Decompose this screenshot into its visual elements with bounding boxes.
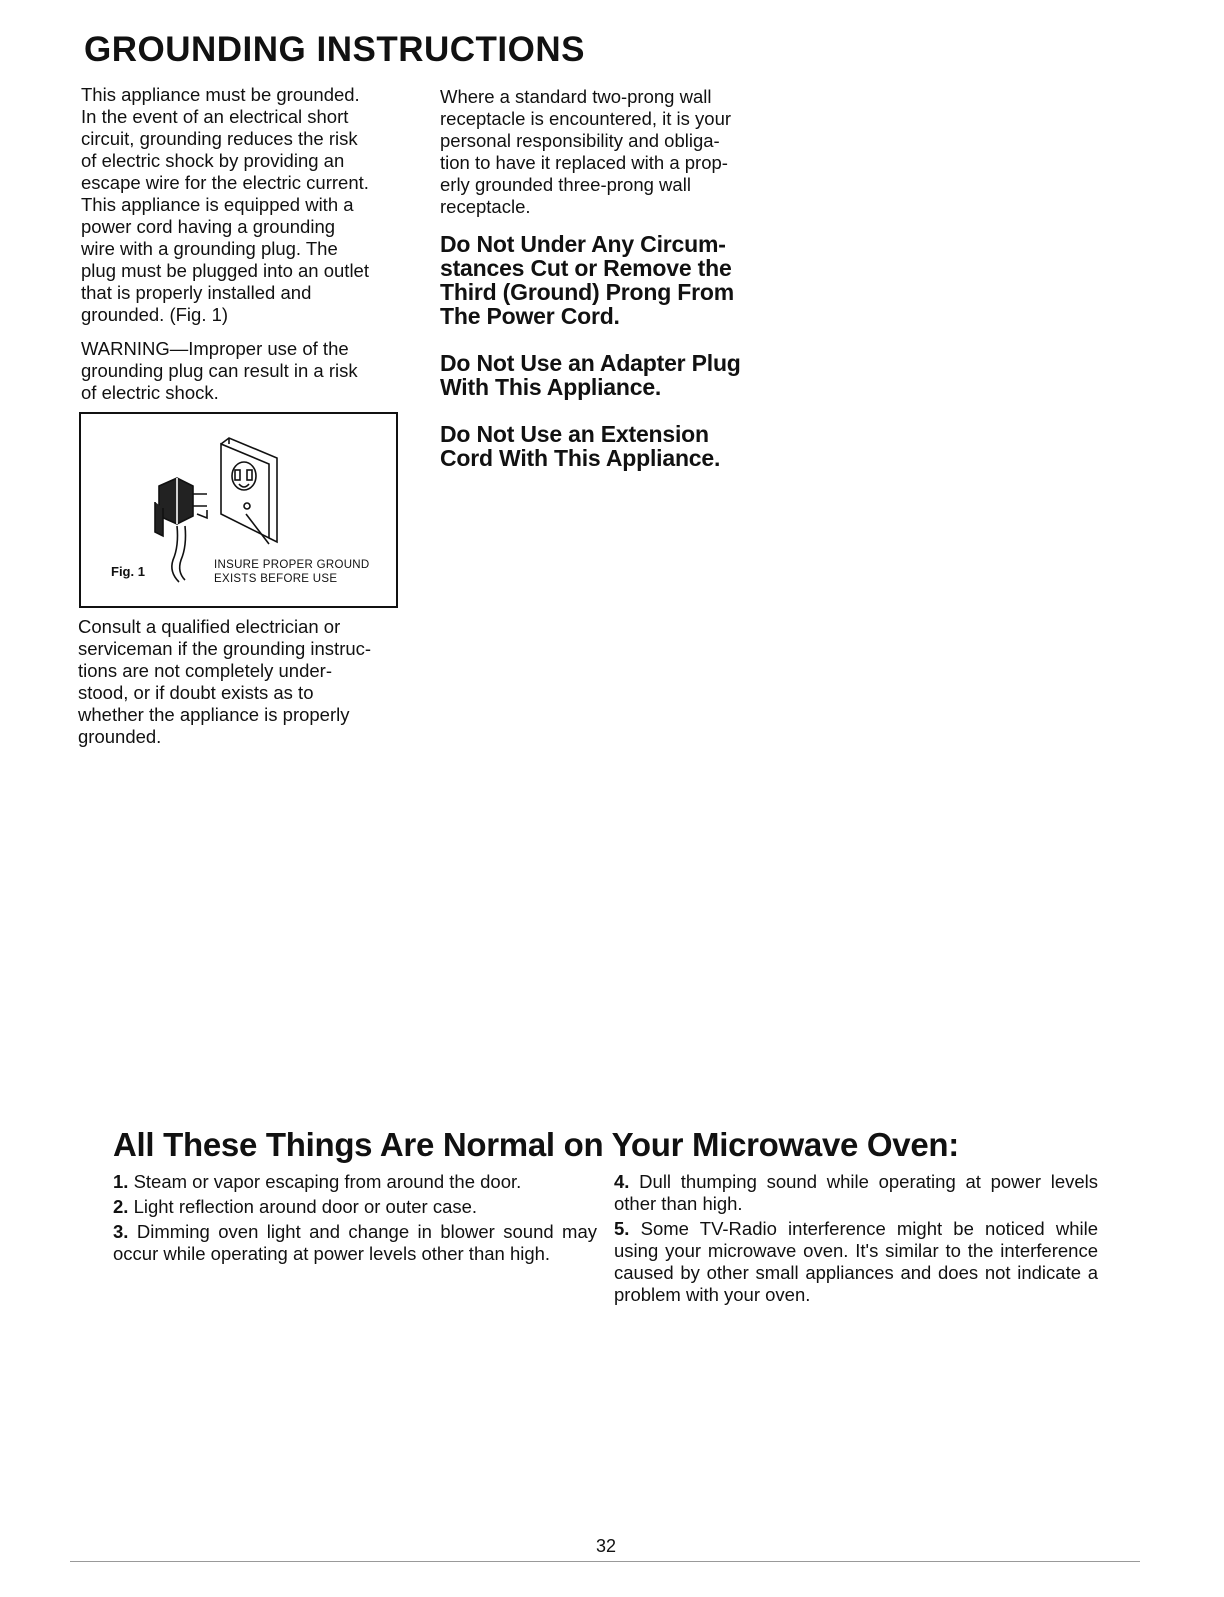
list-item: 2. Light reflection around door or outer case. xyxy=(113,1196,478,1217)
ground-prong-warning: Do Not Under Any Circum- stances Cut or Remove the Third (Ground) Prong From The Power Cord. xyxy=(440,231,734,329)
extension-cord-warning: Do Not Use an Extension Cord With This Appliance. xyxy=(440,421,721,471)
normal-list-right xyxy=(614,1171,1098,1309)
page-number: 32 xyxy=(596,1536,617,1556)
normal-section-title: All These Things Are Normal on Your Microwave Oven: xyxy=(113,1126,959,1163)
figure-1 xyxy=(79,412,398,608)
list-item: 4. Dull thumping sound while operating at power levels other than high. xyxy=(614,1171,1099,1214)
list-item: 1. Steam or vapor escaping from around the door. xyxy=(113,1171,522,1192)
adapter-plug-warning: Do Not Use an Adapter Plug With This Appliance. xyxy=(440,350,741,400)
warning-paragraph: WARNING—Improper use of the grounding plug can result in a risk of electric shock. xyxy=(81,338,358,403)
footer-rule xyxy=(70,1561,1140,1562)
figure-label: Fig. 1 xyxy=(111,564,145,579)
two-prong-paragraph: Where a standard two-prong wall receptacle is encountered, it is your personal responsibility and obliga- tion to have it replaced with a prop- erly grounded three-prong wall receptacle. xyxy=(440,86,732,217)
page-title: GROUNDING INSTRUCTIONS xyxy=(84,30,585,69)
grounding-left-column xyxy=(81,84,411,404)
normal-list-left xyxy=(113,1171,597,1268)
figure-caption: INSURE PROPER GROUND EXISTS BEFORE USE xyxy=(214,559,370,585)
consult-paragraph: Consult a qualified electrician or serviceman if the grounding instruc- tions are not completely under- stood, or if doubt exists as to whether the appliance is properly grounded. xyxy=(78,616,372,747)
list-item: 5. Some TV-Radio interference might be noticed while using your microwave oven. It's similar to the interference caused by other small appliances and does not indicate a problem with your oven. xyxy=(614,1218,1099,1305)
grounding-right-column xyxy=(440,86,780,470)
list-item: 3. Dimming oven light and change in blower sound may occur while operating at power levels other than high. xyxy=(113,1221,598,1264)
grounding-intro-paragraph: This appliance must be grounded. In the event of an electrical short circuit, grounding reduces the risk of electric shock by providing an escape wire for the electric current. This appliance is equipped with a power cord having a grounding wire with a grounding plug. The plug must be plugged into an outlet that is properly installed and grounded. (Fig. 1) xyxy=(81,84,369,325)
